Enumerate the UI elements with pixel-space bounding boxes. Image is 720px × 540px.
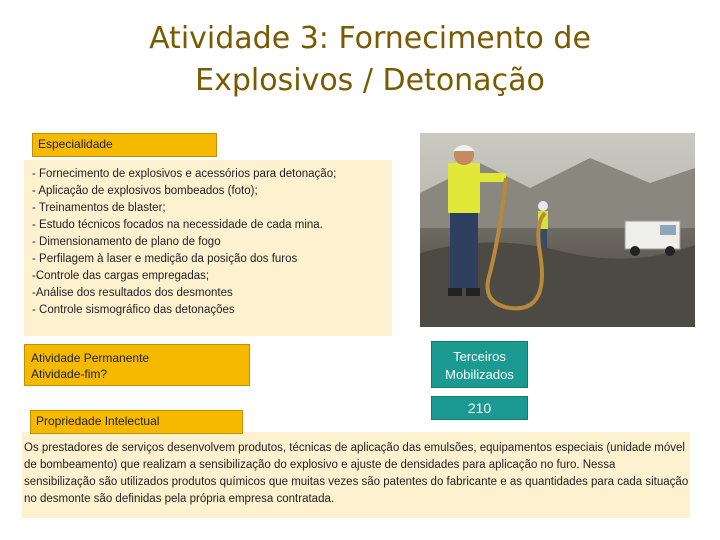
slide-title	[60, 18, 680, 102]
terceiros-box	[431, 341, 528, 388]
terceiros-line-2: Mobilizados	[445, 367, 514, 382]
list-item: - Treinamentos de blaster;	[32, 202, 166, 214]
list-item: - Controle sismográfico das detonações	[32, 304, 235, 316]
especialidade-list	[32, 166, 392, 319]
title-line-1: Atividade 3: Fornecimento de	[149, 21, 591, 56]
atividade-box	[24, 344, 250, 386]
list-item: - Aplicação de explosivos bombeados (foto);	[32, 185, 258, 197]
list-item: -Análise dos resultados dos desmontes	[32, 287, 233, 299]
atividade-line-1: Atividade Permanente	[31, 351, 150, 365]
terceiros-line-1: Terceiros	[453, 349, 506, 364]
list-item: - Dimensionamento de plano de fogo	[32, 236, 221, 248]
propriedade-text: Os prestadores de serviços desenvolvem produtos, técnicas de aplicação das emulsões, equipamentos especiais (unidade móvel de bombeamento) que realizam a sensibilização do explosivo e ajuste de densidades para aplicação no furo. Nessa sensibilização são utilizados produtos químicos que muitas vezes são patentes do fabricante e as quantidades para cada situação no desmonte são definidas pela própria empresa contratada.	[24, 442, 689, 505]
list-item: - Perfilagem à laser e medição da posição dos furos	[32, 253, 298, 265]
mining-photo	[420, 133, 695, 327]
atividade-line-2: Atividade-fim?	[31, 367, 108, 381]
propriedade-label: Propriedade Intelectual	[30, 410, 243, 434]
list-item: - Fornecimento de explosivos e acessórios para detonação;	[32, 168, 337, 180]
list-item: -Controle das cargas empregadas;	[32, 270, 210, 282]
list-item: - Estudo técnicos focados na necessidade de cada mina.	[32, 219, 323, 231]
title-line-2: Explosivos / Detonação	[195, 63, 545, 98]
terceiros-count: 210	[431, 396, 528, 420]
especialidade-label: Especialidade	[32, 133, 217, 157]
